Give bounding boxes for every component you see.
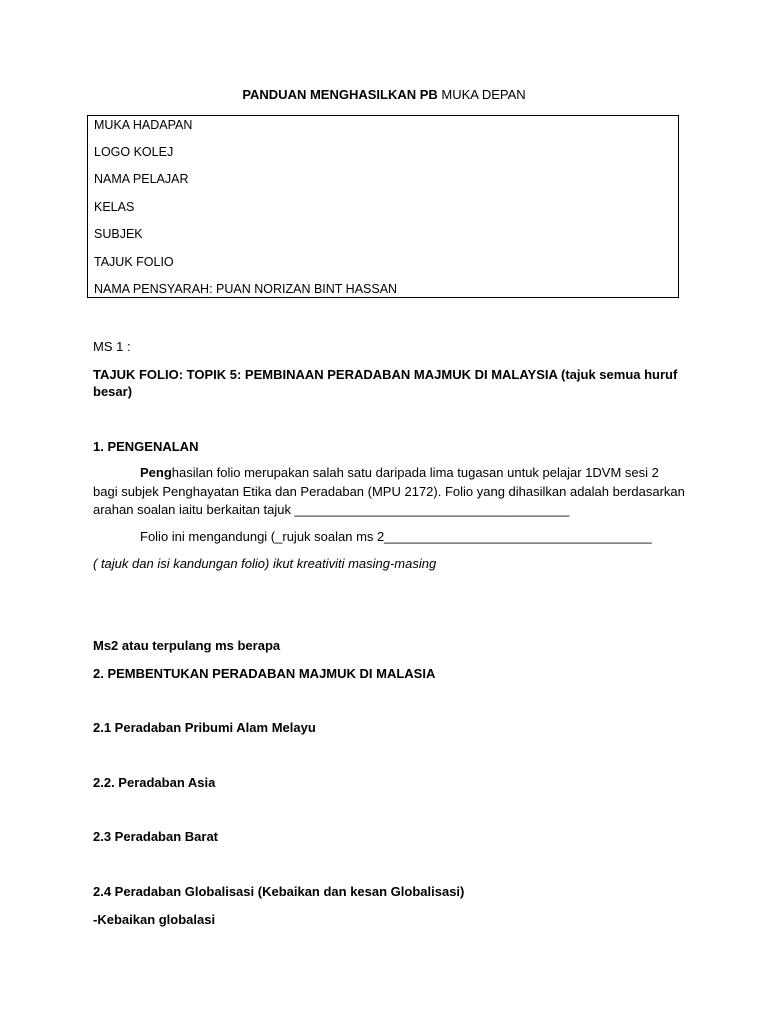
section2-sub1: 2.1 Peradaban Pribumi Alam Melayu xyxy=(93,720,316,735)
pengenalan-p1-line1 xyxy=(140,463,700,482)
tajuk-folio-line2: besar) xyxy=(93,384,133,399)
pengenalan-p3: ( tajuk dan isi kandungan folio) ikut kreativiti masing-masing xyxy=(93,556,437,571)
section2-sub4-item: -Kebaikan globalasi xyxy=(93,912,216,927)
section2-sub3: 2.3 Peradaban Barat xyxy=(93,829,219,844)
ms1-label: MS 1 : xyxy=(93,339,131,354)
section2-sub4: 2.4 Peradaban Globalisasi (Kebaikan dan kesan Globalisasi) xyxy=(93,884,465,899)
title-bold: PANDUAN MENGHASILKAN PB xyxy=(242,87,438,102)
ms2-label: Ms2 atau terpulang ms berapa xyxy=(93,638,281,653)
cover-page-box xyxy=(87,115,679,298)
pengenalan-p1-rest: hasilan folio merupakan salah satu daripada lima tugasan untuk pelajar 1DVM sesi 2 xyxy=(171,465,659,480)
cover-line-logo-kolej: LOGO KOLEJ xyxy=(94,145,174,159)
pengenalan-p1-line3: arahan soalan iaitu berkaitan tajuk ______________________________________ xyxy=(93,502,570,517)
section2-heading: 2. PEMBENTUKAN PERADABAN MAJMUK DI MALASIA xyxy=(93,666,436,681)
cover-line-nama-pensyarah: NAMA PENSYARAH: PUAN NORIZAN BINT HASSAN xyxy=(94,282,398,296)
cover-line-kelas: KELAS xyxy=(94,200,135,214)
pengenalan-heading: 1. PENGENALAN xyxy=(93,439,199,454)
pengenalan-p1-bold: Peng xyxy=(140,465,172,480)
cover-line-nama-pelajar: NAMA PELAJAR xyxy=(94,172,189,186)
cover-line-muka-hadapan: MUKA HADAPAN xyxy=(94,118,193,132)
pengenalan-p1-line2: bagi subjek Penghayatan Etika dan Peradaban (MPU 2172). Folio yang dihasilkan adalah berdasarkan xyxy=(93,484,685,499)
tajuk-folio-line1: TAJUK FOLIO: TOPIK 5: PEMBINAAN PERADABAN MAJMUK DI MALAYSIA (tajuk semua huruf xyxy=(93,367,678,382)
cover-line-subjek: SUBJEK xyxy=(94,227,143,241)
pengenalan-p2: Folio ini mengandungi (_rujuk soalan ms 2_____________________________________ xyxy=(140,529,652,544)
title-normal: MUKA DEPAN xyxy=(437,87,526,102)
page-title xyxy=(0,87,768,102)
cover-line-tajuk-folio: TAJUK FOLIO xyxy=(94,255,174,269)
section2-sub2: 2.2. Peradaban Asia xyxy=(93,775,216,790)
